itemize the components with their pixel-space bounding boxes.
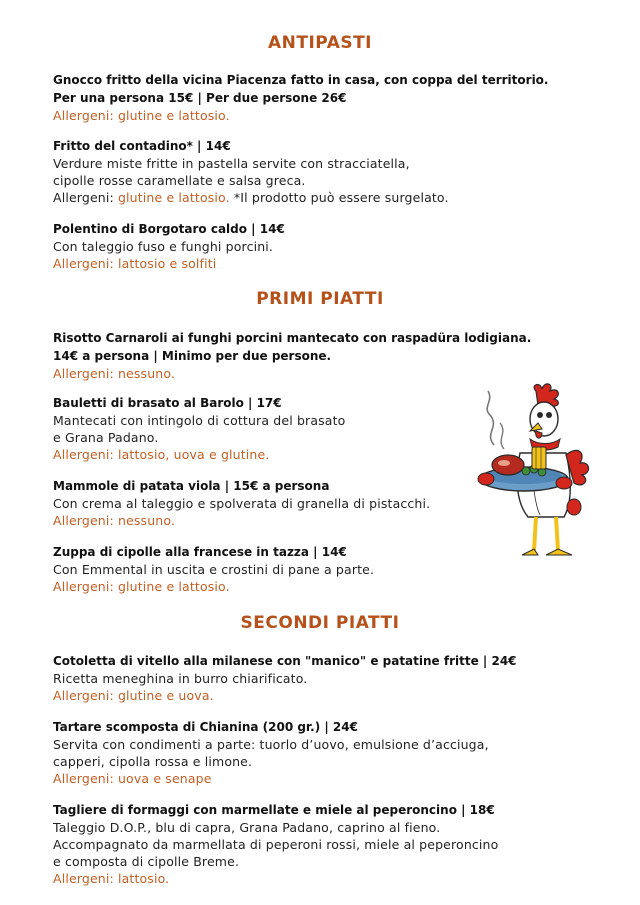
steam-icon xyxy=(500,423,504,449)
allergens-value: glutine e lattosio. xyxy=(117,190,230,205)
item-allergens: Allergeni: lattosio e solfiti xyxy=(53,256,217,271)
item-description: Con Emmental in uscita e crostini di pane a parte. xyxy=(53,562,375,577)
item-description: Con taleggio fuso e funghi porcini. xyxy=(53,239,274,254)
item-title: Bauletti di brasato al Barolo | 17€ xyxy=(53,396,282,410)
item-allergens: Allergeni: glutine e lattosio. xyxy=(53,579,230,594)
item-allergens: Allergeni: lattosio. xyxy=(53,871,170,886)
item-description: Verdure miste fritte in pastella servite con stracciatella, xyxy=(53,156,410,171)
menu-item-tagliere xyxy=(53,801,613,887)
item-title: Gnocco fritto della vicina Piacenza fatto in casa, con coppa del territorio. xyxy=(53,73,549,87)
frozen-note: *Il prodotto può essere surgelato. xyxy=(229,190,449,205)
item-description: Servita con condimenti a parte: tuorlo d’uovo, emulsione d’acciuga, xyxy=(53,737,489,752)
item-description: Taleggio D.O.P., blu di capra, Grana Padano, caprino al fieno. xyxy=(53,820,441,835)
item-allergens: Allergeni: lattosio, uova e glutine. xyxy=(53,447,270,462)
item-description: Mantecati con intingolo di cottura del brasato xyxy=(53,413,346,428)
item-allergens: Allergeni: glutine e uova. xyxy=(53,688,214,703)
item-description: e composta di cipolle Breme. xyxy=(53,854,240,869)
fries-icon xyxy=(532,447,546,469)
eye-icon xyxy=(537,412,543,418)
item-description: e Grana Padano. xyxy=(53,430,159,445)
item-description: Con crema al taleggio e spolverata di granella di pistacchi. xyxy=(53,496,431,511)
item-allergens: Allergeni: glutine e lattosio. xyxy=(53,108,230,123)
steam-icon xyxy=(487,391,494,445)
item-title: Cotoletta di vitello alla milanese con "manico" e patatine fritte | 24€ xyxy=(53,654,517,668)
item-title: Fritto del contadino* | 14€ xyxy=(53,139,231,153)
item-description: capperi, cipolla rossa e limone. xyxy=(53,754,253,769)
foot-icon xyxy=(522,549,572,555)
item-title: Polentino di Borgotaro caldo | 14€ xyxy=(53,222,285,236)
menu-item-cotoletta xyxy=(53,652,613,704)
item-title: Mammole di patata viola | 15€ a persona xyxy=(53,479,330,493)
item-price: Per una persona 15€ | Per due persone 26€ xyxy=(53,91,347,105)
item-title: Tartare scomposta di Chianina (200 gr.) | 24€ xyxy=(53,720,358,734)
eye-icon xyxy=(546,412,552,418)
item-allergens: Allergeni: nessuno. xyxy=(53,513,176,528)
leg-icon xyxy=(556,517,558,551)
item-allergens-line xyxy=(53,189,613,206)
item-description: Ricetta meneghina in burro chiarificato. xyxy=(53,671,308,686)
head-icon xyxy=(530,402,558,436)
menu-item-tartare xyxy=(53,718,613,787)
wing-icon xyxy=(478,473,494,485)
menu-item-fritto-contadino xyxy=(53,137,613,206)
menu-item-polentino xyxy=(53,220,613,272)
section-title-secondi: SECONDI PIATTI xyxy=(240,613,400,633)
section-title-antipasti: ANTIPASTI xyxy=(267,33,373,53)
item-title: Zuppa di cipolle alla francese in tazza | 14€ xyxy=(53,545,347,559)
leg-icon xyxy=(534,517,536,551)
chef-rooster-illustration xyxy=(474,383,602,571)
allergens-label: Allergeni: xyxy=(53,190,118,205)
menu-item-gnocco-fritto xyxy=(53,71,613,124)
item-price: 14€ a persona | Minimo per due persone. xyxy=(53,349,332,363)
menu-item-risotto xyxy=(53,329,613,382)
item-description: cipolle rosse caramellate e salsa greca. xyxy=(53,173,306,188)
wing-icon xyxy=(556,477,572,489)
item-allergens: Allergeni: uova e senape xyxy=(53,771,212,786)
item-title: Tagliere di formaggi con marmellate e miele al peperoncino | 18€ xyxy=(53,803,495,817)
item-title: Risotto Carnaroli ai funghi porcini mantecato con raspadüra lodigiana. xyxy=(53,331,532,345)
item-allergens: Allergeni: nessuno. xyxy=(53,366,176,381)
item-description: Accompagnato da marmellata di peperoni rossi, miele al peperoncino xyxy=(53,837,499,852)
section-title-primi: PRIMI PIATTI xyxy=(256,289,384,309)
